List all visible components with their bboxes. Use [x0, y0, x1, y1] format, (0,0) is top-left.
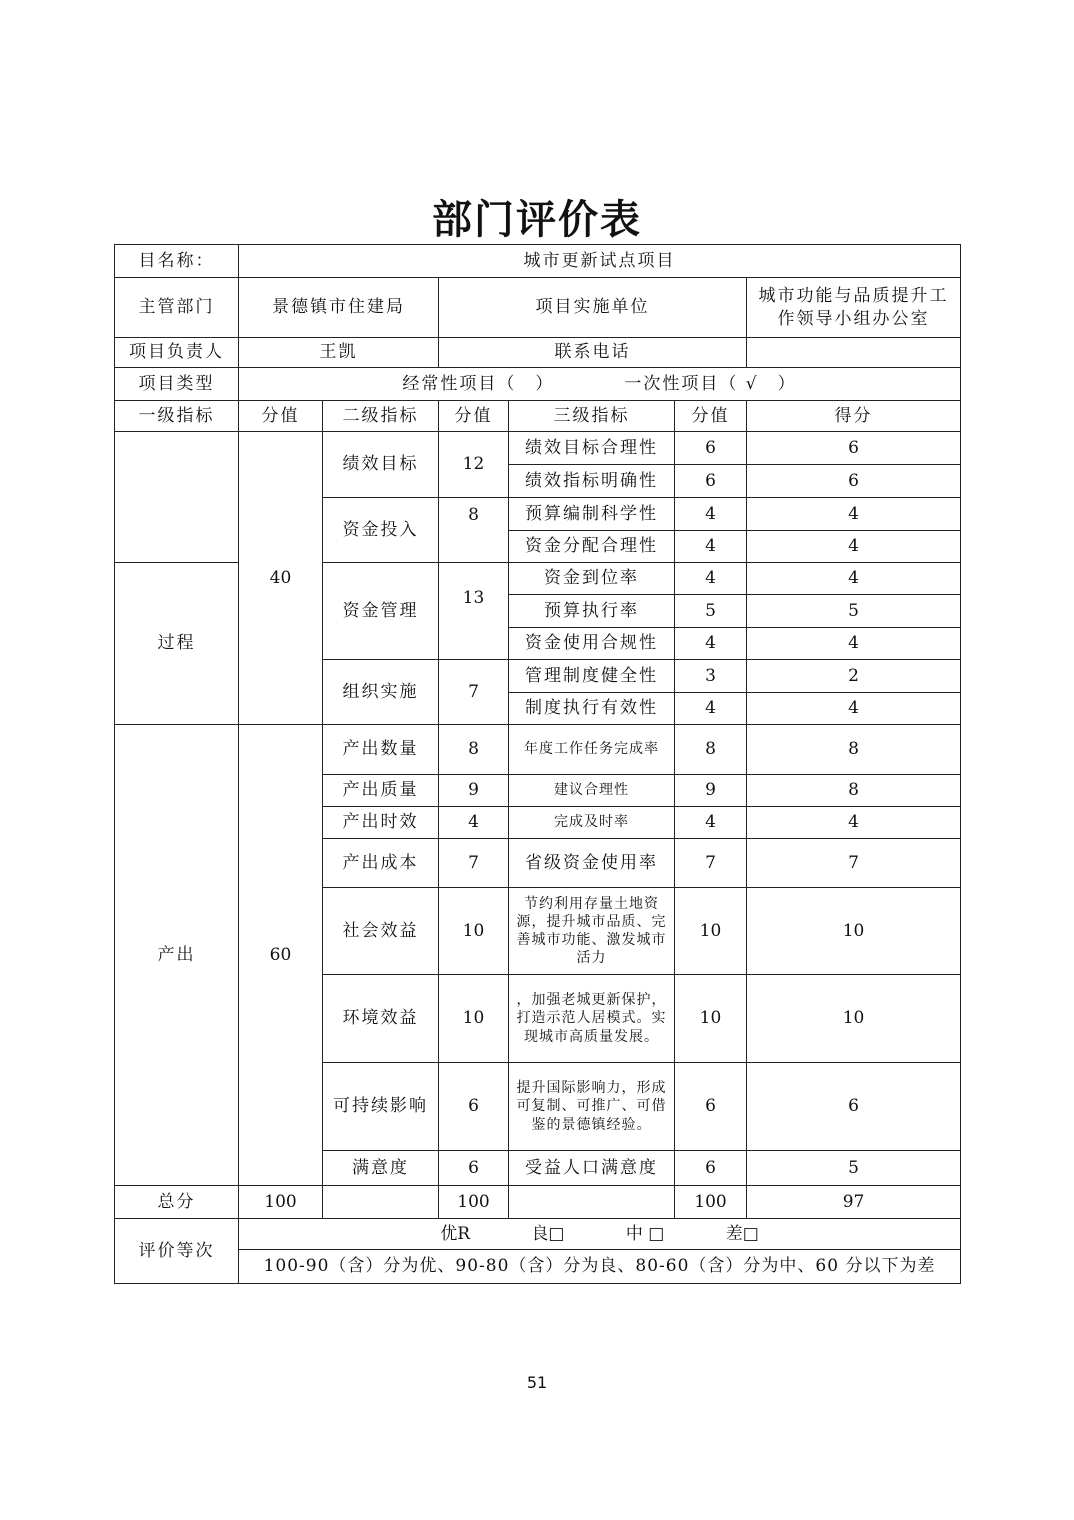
level2-score: 8	[439, 725, 509, 775]
grade-note-row	[115, 1250, 961, 1284]
col-score1: 分值	[239, 401, 323, 432]
level3-name: 完成及时率	[509, 807, 675, 839]
type-label: 项目类型	[115, 368, 239, 401]
level2-score: 10	[439, 888, 509, 975]
level3-score: 4	[675, 807, 747, 839]
level3-score: 4	[675, 498, 747, 531]
process-label: 过程	[115, 563, 239, 725]
level3-got: 6	[747, 1063, 961, 1151]
evaluation-table	[114, 244, 961, 1284]
leader-label: 项目负责人	[115, 338, 239, 368]
level3-name: ，加强老城更新保护，打造示范人居模式。实现城市高质量发展。	[509, 975, 675, 1063]
level3-score: 3	[675, 660, 747, 693]
level3-got: 4	[747, 498, 961, 531]
level2-score: 8	[439, 498, 509, 563]
total-level1: 100	[239, 1186, 323, 1219]
level2-name: 产出时效	[323, 807, 439, 839]
process-score: 40	[239, 432, 323, 725]
level3-name: 节约利用存量土地资源，提升城市品质、完善城市功能、激发城市活力	[509, 888, 675, 975]
level2-score: 6	[439, 1063, 509, 1151]
total-empty-2	[509, 1186, 675, 1219]
level2-name: 环境效益	[323, 975, 439, 1063]
grade-medium: 中 □	[625, 1223, 665, 1244]
level3-name: 受益人口满意度	[509, 1151, 675, 1186]
col-score3: 分值	[675, 401, 747, 432]
level3-name: 绩效指标明确性	[509, 465, 675, 498]
level3-got: 4	[747, 807, 961, 839]
page-number: 51	[526, 1373, 548, 1392]
level3-name: 预算编制科学性	[509, 498, 675, 531]
grade-poor: 差□	[725, 1223, 759, 1244]
level3-name: 资金到位率	[509, 563, 675, 595]
level3-got: 2	[747, 660, 961, 693]
level2-name: 可持续影响	[323, 1063, 439, 1151]
col-score2: 分值	[439, 401, 509, 432]
impl-label: 项目实施单位	[439, 278, 747, 338]
level3-name: 绩效目标合理性	[509, 432, 675, 465]
level3-got: 6	[747, 465, 961, 498]
grade-good: 良□	[531, 1223, 565, 1244]
project-name-label: 目名称：	[115, 245, 239, 278]
level3-got: 4	[747, 531, 961, 563]
level3-score: 6	[675, 1063, 747, 1151]
level2-score: 13	[439, 563, 509, 660]
dept-value: 景德镇市住建局	[239, 278, 439, 338]
col-level2: 二级指标	[323, 401, 439, 432]
column-header-row	[115, 401, 961, 432]
level2-name: 社会效益	[323, 888, 439, 975]
level3-got: 4	[747, 628, 961, 660]
level2-name: 产出质量	[323, 775, 439, 807]
level2-score: 7	[439, 660, 509, 725]
col-level3: 三级指标	[509, 401, 675, 432]
level2-name: 资金投入	[323, 498, 439, 563]
level3-score: 8	[675, 725, 747, 775]
level2-name: 绩效目标	[323, 432, 439, 498]
project-name-value: 城市更新试点项目	[239, 245, 961, 278]
grade-excellent: 优R	[440, 1223, 471, 1244]
level2-score: 4	[439, 807, 509, 839]
level3-name: 资金分配合理性	[509, 531, 675, 563]
level2-name: 满意度	[323, 1151, 439, 1186]
level2-score: 12	[439, 432, 509, 498]
level3-score: 10	[675, 975, 747, 1063]
dept-row	[115, 278, 961, 338]
col-level1: 一级指标	[115, 401, 239, 432]
level3-name: 建议合理性	[509, 775, 675, 807]
level3-score: 6	[675, 1151, 747, 1186]
phone-value	[747, 338, 961, 368]
level3-got: 6	[747, 432, 961, 465]
table-row	[115, 432, 961, 465]
grade-options	[239, 1219, 961, 1250]
total-empty-1	[323, 1186, 439, 1219]
table-row	[115, 725, 961, 775]
level3-name: 管理制度健全性	[509, 660, 675, 693]
level3-score: 4	[675, 563, 747, 595]
type-regular-option: 经常性项目（ ）	[402, 373, 555, 394]
level3-got: 7	[747, 839, 961, 888]
level2-score: 7	[439, 839, 509, 888]
level2-score: 10	[439, 975, 509, 1063]
leader-row	[115, 338, 961, 368]
output-score: 60	[239, 725, 323, 1186]
process-empty-cell	[115, 432, 239, 563]
total-row	[115, 1186, 961, 1219]
level2-name: 产出数量	[323, 725, 439, 775]
level3-got: 5	[747, 595, 961, 628]
level3-got: 10	[747, 888, 961, 975]
level3-score: 9	[675, 775, 747, 807]
grade-label: 评价等次	[115, 1219, 239, 1284]
total-level3: 100	[675, 1186, 747, 1219]
type-row	[115, 368, 961, 401]
phone-label: 联系电话	[439, 338, 747, 368]
level3-score: 6	[675, 432, 747, 465]
level2-name: 组织实施	[323, 660, 439, 725]
level3-name: 制度执行有效性	[509, 693, 675, 725]
total-level2: 100	[439, 1186, 509, 1219]
dept-label: 主管部门	[115, 278, 239, 338]
level3-score: 4	[675, 693, 747, 725]
level3-score: 4	[675, 628, 747, 660]
level3-name: 省级资金使用率	[509, 839, 675, 888]
page-title: 部门评价表	[432, 197, 642, 243]
level3-got: 8	[747, 725, 961, 775]
grade-row	[115, 1219, 961, 1250]
total-got: 97	[747, 1186, 961, 1219]
grade-note: 100-90（含）分为优、90-80（含）分为良、80-60（含）分为中、60 分以下为差	[239, 1250, 961, 1284]
level3-got: 4	[747, 693, 961, 725]
level3-got: 10	[747, 975, 961, 1063]
level2-name: 资金管理	[323, 563, 439, 660]
level3-score: 10	[675, 888, 747, 975]
level3-got: 8	[747, 775, 961, 807]
impl-value: 城市功能与品质提升工作领导小组办公室	[747, 278, 961, 338]
level3-name: 资金使用合规性	[509, 628, 675, 660]
total-label: 总分	[115, 1186, 239, 1219]
level3-got: 4	[747, 563, 961, 595]
level3-score: 5	[675, 595, 747, 628]
level2-score: 9	[439, 775, 509, 807]
level2-name: 产出成本	[323, 839, 439, 888]
level3-got: 5	[747, 1151, 961, 1186]
level2-score: 6	[439, 1151, 509, 1186]
leader-value: 王凯	[239, 338, 439, 368]
level3-name: 预算执行率	[509, 595, 675, 628]
type-options	[239, 368, 961, 401]
level3-score: 6	[675, 465, 747, 498]
output-label: 产出	[115, 725, 239, 1186]
level3-name: 年度工作任务完成率	[509, 725, 675, 775]
level3-score: 7	[675, 839, 747, 888]
level3-name: 提升国际影响力，形成可复制、可推广、可借鉴的景德镇经验。	[509, 1063, 675, 1151]
project-name-row	[115, 245, 961, 278]
level3-score: 4	[675, 531, 747, 563]
col-got: 得分	[747, 401, 961, 432]
type-once-option: 一次性项目（ √ ）	[624, 373, 797, 394]
